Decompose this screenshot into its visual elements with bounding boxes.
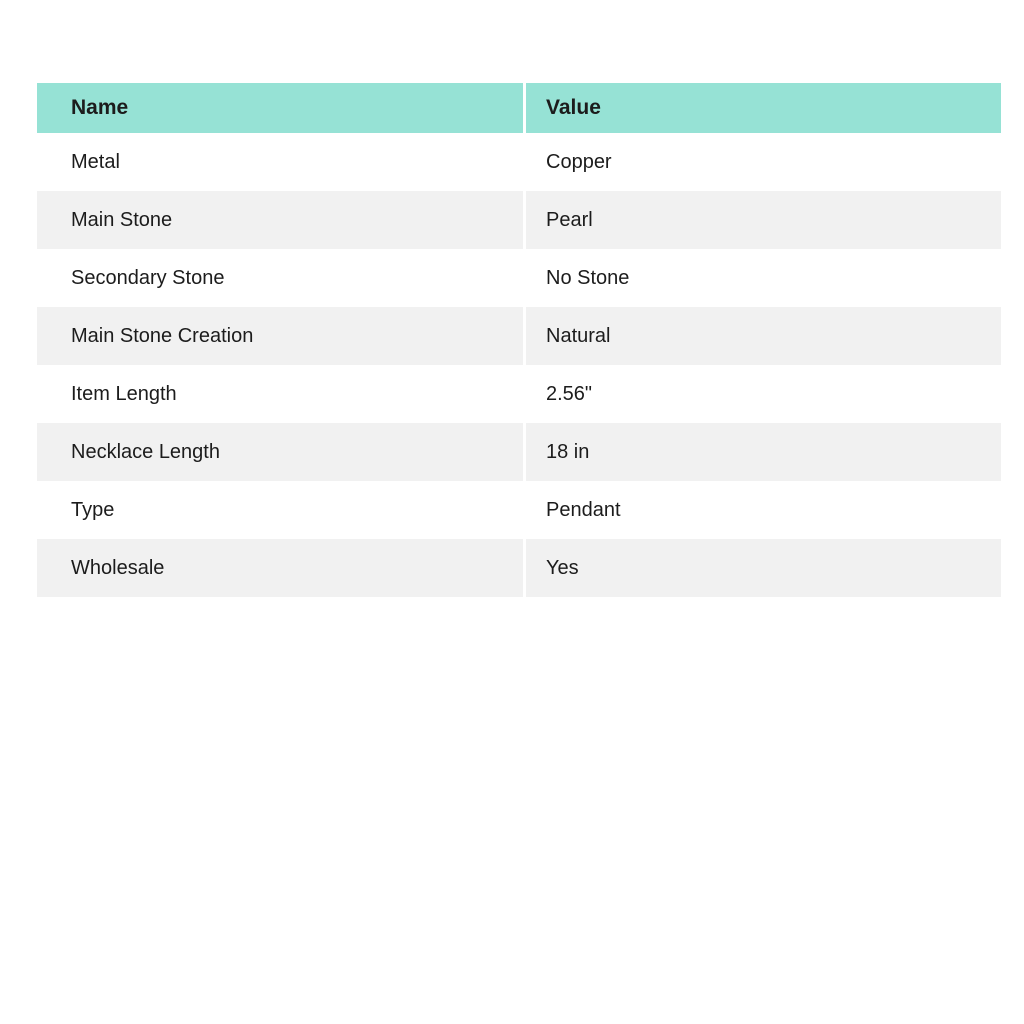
attributes-table-body (37, 133, 1001, 597)
attribute-name-cell: Secondary Stone (37, 249, 523, 307)
attribute-name-cell: Type (37, 481, 523, 539)
attribute-value-cell: Pearl (526, 191, 1001, 249)
attribute-value-cell: 2.56" (526, 365, 1001, 423)
table-row (37, 539, 1001, 597)
attribute-name-cell: Main Stone Creation (37, 307, 523, 365)
attribute-value-cell: Copper (526, 133, 1001, 191)
attribute-name-cell: Metal (37, 133, 523, 191)
table-row (37, 307, 1001, 365)
attribute-value-cell: Yes (526, 539, 1001, 597)
attribute-name-cell: Main Stone (37, 191, 523, 249)
table-row (37, 133, 1001, 191)
attribute-name-cell: Item Length (37, 365, 523, 423)
attribute-value-cell: Pendant (526, 481, 1001, 539)
attribute-name-cell: Necklace Length (37, 423, 523, 481)
attribute-value-cell: Natural (526, 307, 1001, 365)
attribute-name-cell: Wholesale (37, 539, 523, 597)
attribute-value-cell: No Stone (526, 249, 1001, 307)
column-header-value: Value (526, 83, 1001, 133)
attribute-value-cell: 18 in (526, 423, 1001, 481)
table-row (37, 365, 1001, 423)
table-row (37, 191, 1001, 249)
table-row (37, 423, 1001, 481)
table-row (37, 481, 1001, 539)
attributes-table (37, 83, 1001, 597)
table-header-row (37, 83, 1001, 133)
table-row (37, 249, 1001, 307)
column-header-name: Name (37, 83, 523, 133)
